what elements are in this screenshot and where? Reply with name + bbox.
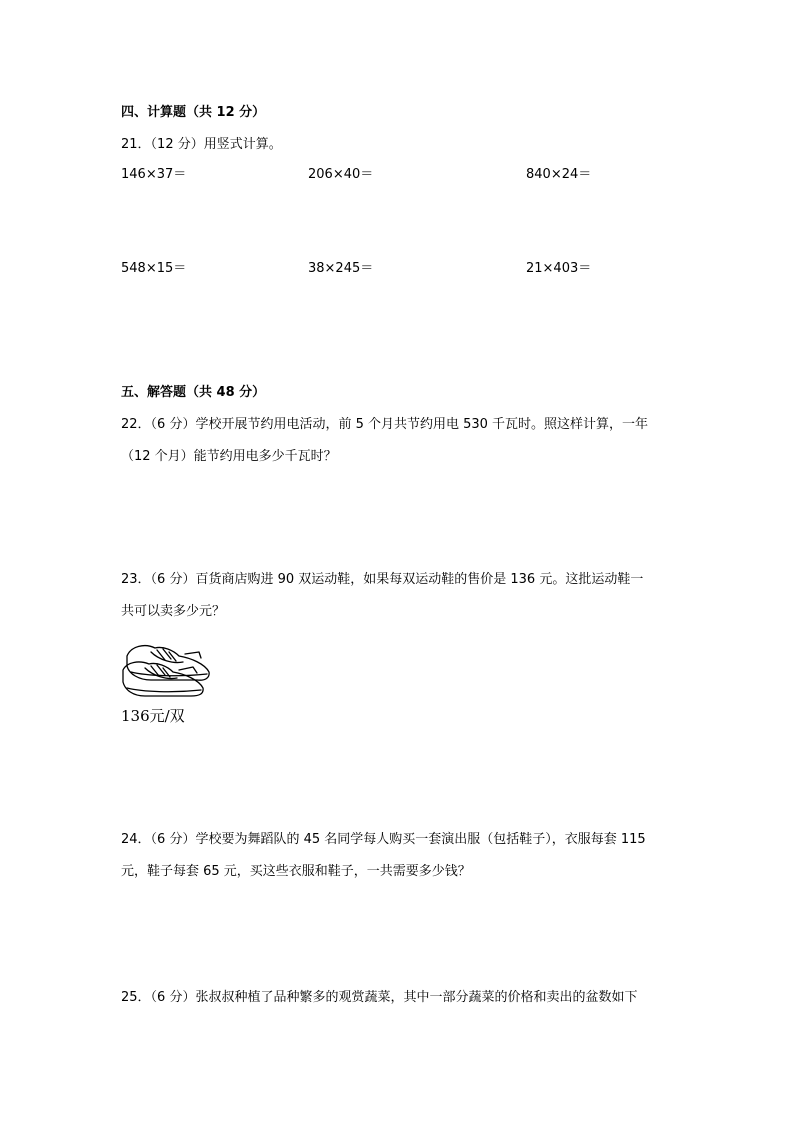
section4-heading: 四、计算题（共 12 分） xyxy=(121,105,266,120)
q21-expr-6: 21×403＝ xyxy=(526,261,592,276)
q21-expr-4: 548×15＝ xyxy=(121,261,187,276)
q21-expr-5: 38×245＝ xyxy=(308,261,374,276)
q21-expr-2: 206×40＝ xyxy=(308,167,374,182)
sneakers-icon xyxy=(121,640,213,698)
q24-line2: 元，鞋子每套 65 元，买这些衣服和鞋子，一共需要多少钱？ xyxy=(121,864,471,879)
q21-expr-3: 840×24＝ xyxy=(526,167,592,182)
q23-line2: 共可以卖多少元？ xyxy=(121,604,226,619)
q22-line2: （12 个月）能节约用电多少千瓦时？ xyxy=(121,449,337,464)
q24-line1: 24．（6 分）学校要为舞蹈队的 45 名同学每人购买一套演出服（包括鞋子），衣服每套 115 xyxy=(121,832,646,847)
q21-expr-1: 146×37＝ xyxy=(121,167,187,182)
section5-heading: 五、解答题（共 48 分） xyxy=(121,385,266,400)
q23-price-label: 136元/双 xyxy=(121,707,185,725)
q21-stem: 21．（12 分）用竖式计算。 xyxy=(121,137,282,152)
q25-line1: 25．（6 分）张叔叔种植了品种繁多的观赏蔬菜，其中一部分蔬菜的价格和卖出的盆数如下 xyxy=(121,990,638,1005)
q22-line1: 22．（6 分）学校开展节约用电活动，前 5 个月共节约用电 530 千瓦时。照这样计算，一年 xyxy=(121,417,649,432)
q23-line1: 23．（6 分）百货商店购进 90 双运动鞋，如果每双运动鞋的售价是 136 元。这批运动鞋一 xyxy=(121,572,644,587)
